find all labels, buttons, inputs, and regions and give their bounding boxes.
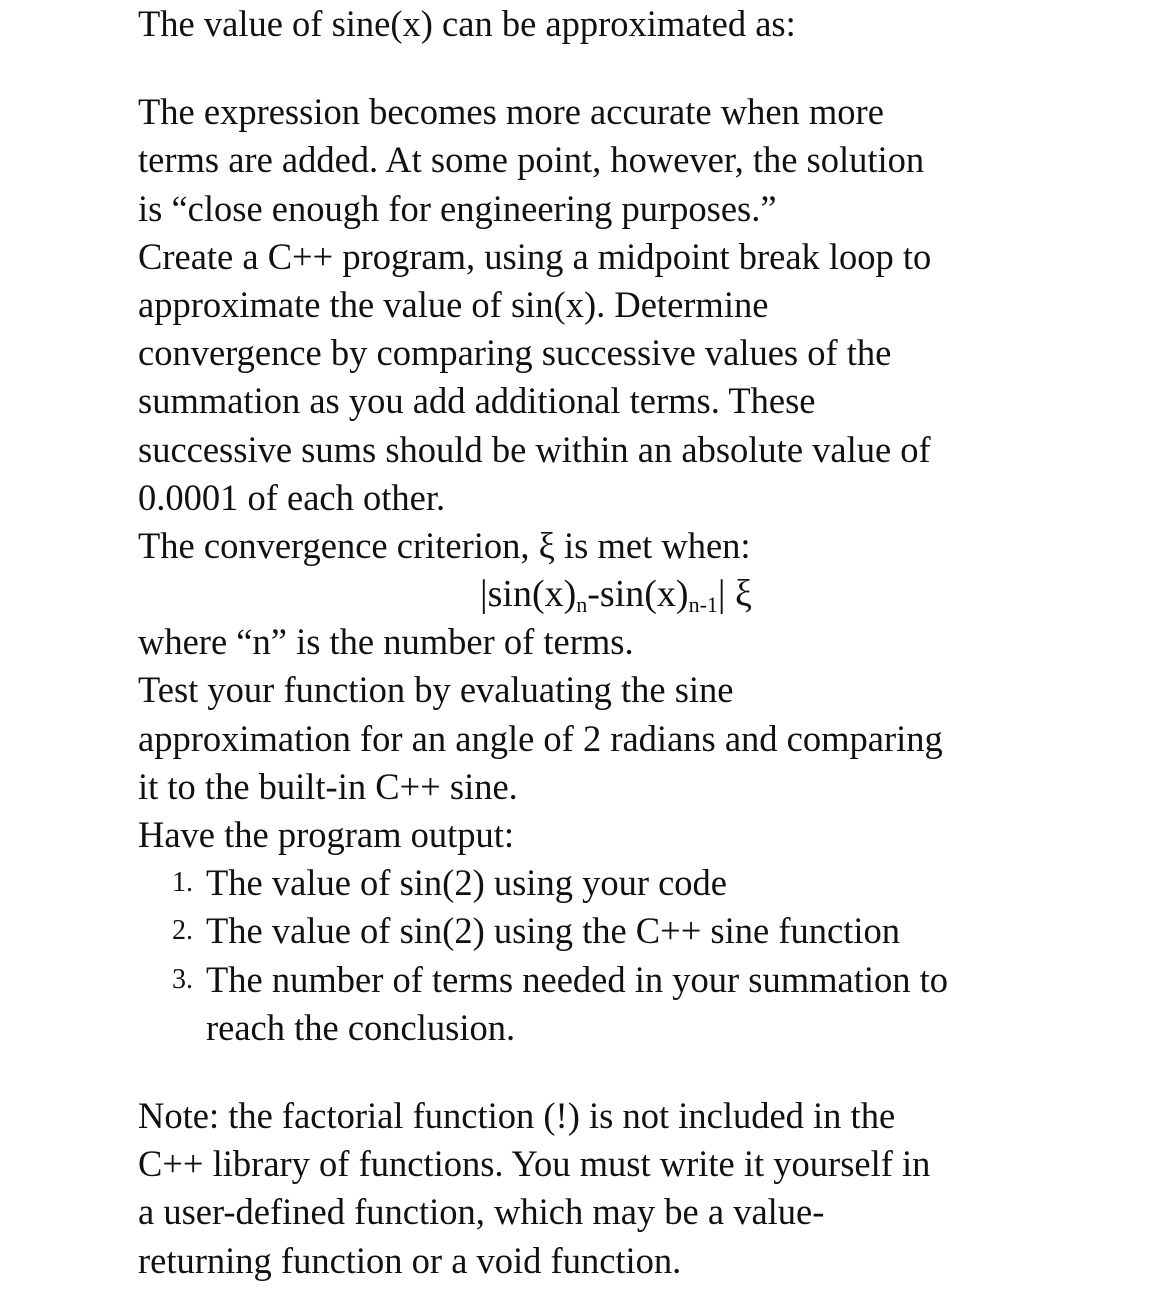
list-item-text: The number of terms needed in your summation to — [206, 958, 948, 1000]
list-item — [138, 956, 1138, 1004]
text-line: convergence by comparing successive values of the — [138, 332, 892, 374]
instructions-paragraph — [138, 618, 1138, 859]
text-line: a user-defined function, which may be a value- — [138, 1191, 825, 1233]
document-page — [138, 0, 1138, 1285]
output-list — [138, 859, 1138, 1052]
text-line: it to the built-in C++ sine. — [138, 765, 518, 807]
spacer — [138, 48, 1138, 88]
text-line: terms are added. At some point, however, the solution — [138, 139, 925, 181]
list-number: 1. — [172, 867, 193, 899]
list-item-text: The value of sin(2) using the C++ sine function — [206, 910, 900, 952]
list-item — [138, 859, 1138, 907]
spacer — [138, 1052, 1138, 1092]
text-line: The expression becomes more accurate when more — [138, 91, 884, 133]
list-item-continuation — [138, 1004, 1138, 1052]
text-line: returning function or a void function. — [138, 1239, 682, 1281]
text-line: Test your function by evaluating the sine — [138, 669, 734, 711]
text-line: approximation for an angle of 2 radians and comparing — [138, 717, 943, 759]
text-line: Create a C++ program, using a midpoint break loop to — [138, 235, 932, 277]
convergence-formula — [138, 570, 1138, 618]
text-line: 0.0001 of each other. — [138, 476, 446, 518]
text-line: Note: the factorial function (!) is not included in the — [138, 1094, 896, 1136]
text-line: is “close enough for engineering purposes.” — [138, 187, 777, 229]
text-line: approximate the value of sin(x). Determine — [138, 283, 769, 325]
list-number: 2. — [172, 915, 193, 947]
formula-part: |sin(x) — [480, 573, 577, 616]
formula-part: | ξ — [717, 573, 752, 616]
list-item — [138, 907, 1138, 955]
text-line: successive sums should be within an absolute value of — [138, 428, 931, 470]
intro-line: The value of sine(x) can be approximated as: — [138, 3, 796, 44]
list-number: 3. — [172, 963, 193, 995]
formula-subscript: n — [576, 592, 588, 618]
text-line: The convergence criterion, ξ is met when: — [138, 524, 751, 566]
formula-subscript: n-1 — [688, 592, 718, 618]
text-line: where “n” is the number of terms. — [138, 621, 634, 663]
note-paragraph — [138, 1092, 1138, 1285]
formula-part: -sin(x) — [587, 573, 689, 616]
body-paragraph — [138, 88, 1138, 570]
text-line: summation as you add additional terms. These — [138, 380, 816, 422]
text-line: Have the program output: — [138, 814, 515, 855]
list-item-text: The value of sin(2) using your code — [206, 862, 727, 904]
text-line: C++ library of functions. You must write it yourself in — [138, 1143, 931, 1185]
list-item-text: reach the conclusion. — [206, 1006, 516, 1048]
